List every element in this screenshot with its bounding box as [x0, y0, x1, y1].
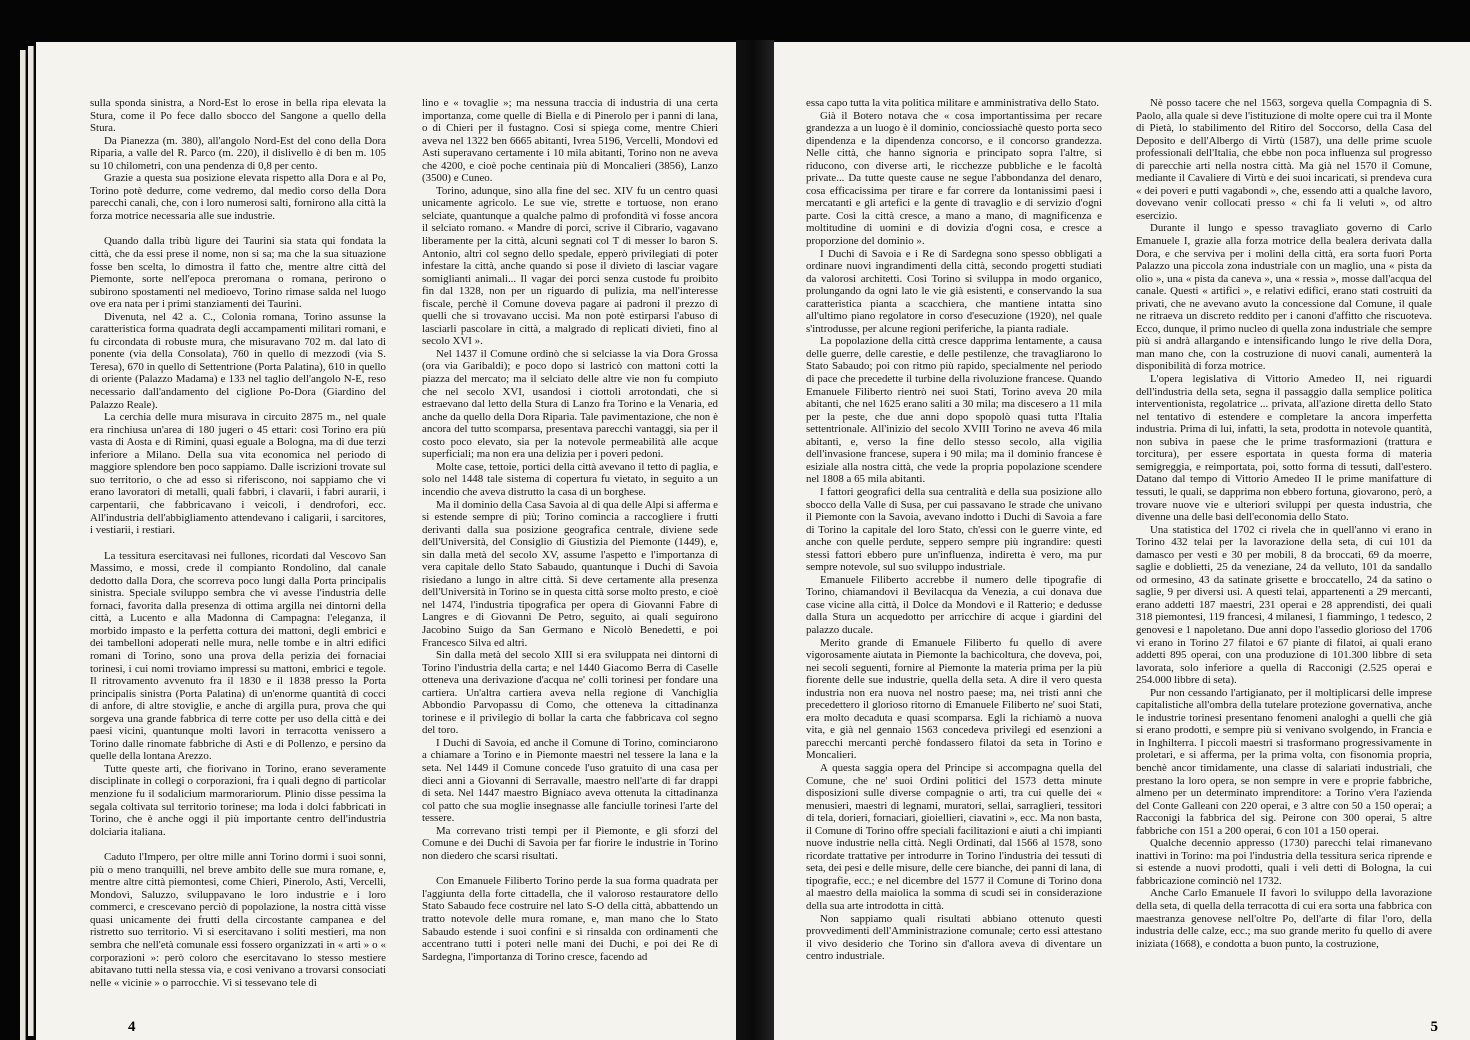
paragraph: Merito grande di Emanuele Filiberto fu quello di avere vigorosamente aiutata in Piemonte la bachicoltura, che doveva, poi, nei secoli seguenti, fornire al Piemonte la materia prima per la più fiorente delle sue industrie, quella della seta. A dire il vero questa industria non era nuova nel nostro paese; ma, nei tristi anni che precedettero il glorioso ritorno di Emanuele Filiberto ne' suoi Stati, era molto decaduta e quasi scomparsa. Egli la richiamò a nuova vita, e già nel gennaio 1563 concedeva privilegi ed esenzioni a parecchi mercanti perchè fondassero filatoi da seta in Torino e Moncalieri. [806, 636, 1102, 762]
paragraph: La tessitura esercitavasi nei fullones, ricordati dal Vescovo San Massimo, e mossi, crede il compianto Rondolino, dal canale dedotto dalla Dora, che scorreva poco lungi dalla Porta principalis sinistra. Speciale sviluppo sembra che vi avesse l'industria delle fornaci, favorita dalla presenza di ottima argilla nei dintorni della città, a Lucento e alla Madonna di Campagna: l'eleganza, il morbido impasto e la perfetta cottura dei mattoni, degli embrici e dei tambelloni adoperati nelle mura, nelle tombe e in altri edifici romani di Torino, sono una prova della perizia dei fornaciai torinesi, i cui nomi troviamo impressi su mattoni, embrici e tegole. Il ritrovamento avvenuto fra il 1830 e il 1838 presso la Porta principalis sinistra (Porta Palatina) di un'enorme quantità di cocci di anfore, di altre stoviglie, e anche di argilla pura, prova che qui sorgeva una grande fabbrica di terre cotte per uso della città e dei paesi vicini, quantunque molti lavori in terracotta venissero a Torino dalle rinomate fabbriche di Asti e di Pollenzo, e persino da quelle della lontana Arezzo. [90, 549, 386, 763]
paragraph: Nel 1437 il Comune ordinò che si selciasse la via Dora Grossa (ora via Garibaldi); e poco dopo si lastricò con mattoni cotti la piazza del mercato; ma il selciato delle altre vie non fu compiuto che nel secolo XVI, usandosi i ciottoli arrotondati, che si estraevano dal letto della Stura di Lanzo fra Torino e la Venaria, ed anche da quello della Dora Riparia. Tale pavimentazione, che non è ancora del tutto scomparsa, presentava parecchi vantaggi, sia per il costo poco elevato, sia per la notevole permeabilità alle acque superficiali; ma non era una delizia per i poveri pedoni. [422, 347, 718, 461]
left-book-edge [20, 50, 26, 1040]
paragraph: Durante il lungo e spesso travagliato governo di Carlo Emanuele I, grazie alla forza motrice della bealera derivata dalla Dora, e che serviva per i molini della città, era sorta fuori Porta Palazzo una piccola zona industriale con un maglio, una « pista da olio », una « pista da caneva », una « ressia », mosse dall'acqua del canale. Questi « artifici », e relativi edifici, erano stati costruiti da privati, che ne avevano avuto la concessione dal Comune, il quale ne ritraeva un discreto reddito per i canoni d'affitto che riscuoteva. Ecco, dunque, il primo nucleo di quella zona industriale che sempre più si andrà allargando e intensificando lungo le rive della Dora, man mano che, con la costruzione di nuovi canali, aumenterà la disponibilità di forza motrice. [1136, 222, 1432, 373]
paragraph: Ma il dominio della Casa Savoia al di qua delle Alpi si afferma e si estende sempre di più; Torino comincia a raccogliere i frutti derivanti dalla sua posizione geografica centrale, diviene sede dell'Università, del Consiglio di Giustizia del Piemonte (1449), e, sin dalla metà del secolo XV, assume l'aspetto e l'importanza di vera capitale dello Stato Sabaudo, quantunque i Duchi di Savoia risiedano a lungo in altre città. Si deve certamente alla presenza dell'Università in Torino se in questa città sorse molto presto, e cioè nel 1474, l'industria tipografica per opera di Giovanni Fabre di Langres e di Giovanni De Petro, seguito, ai quali seguirono Jacobino Suigo da San Germano e Nicolò Benedetti, e poi Francesco Silva ed altri. [422, 498, 718, 649]
paragraph: Divenuta, nel 42 a. C., Colonia romana, Torino assunse la caratteristica forma quadrata degli accampamenti militari romani, e fu circondata di robuste mura, che misuravano 702 m. dal lato di ponente (via della Consolata), 760 in quello di mezzodì (via S. Teresa), 670 in quello di Settentrione (Porta Palatina), 610 in quello di oriente (Palazzo Madama) e 133 nel taglio dell'angolo N-E, reso necessario dall'andamento del ciglione Po-Dora (Giardino del Palazzo Reale). [90, 310, 386, 411]
paragraph: Non sappiamo quali risultati abbiano ottenuto questi provvedimenti dell'Amministrazione comunale; certo essi attestano il vivo desiderio che Torino sin d'allora aveva di diventare un centro industriale. [806, 912, 1102, 963]
paragraph: A questa saggia opera del Principe si accompagna quella del Comune, che ne' suoi Ordini politici del 1573 detta minute disposizioni sulle diverse compagnie o arti, tra cui quelle dei « menusieri, maestri di legnami, muratori, sellai, sarraglieri, tessitori di tela, dorieri, fornaciari, gioiellieri, ciavatini », ecc. Ma non basta, il Comune di Torino offre speciali facilitazioni e aiuti a chi impianti nuove industrie nella città. Negli Ordinati, dal 1566 al 1578, sono ricordate trattative per introdurre in Torino l'industria dei tessuti di seta, dei pesi e delle misure, delle cere bianche, dei panni di lana, di tipografie, ecc.; e nel dicembre del 1577 il Comune di Torino dona al maestro della maiolica la somma di scudi sei in considerazione della sua arte introdotta in città. [806, 761, 1102, 912]
left-page-column-1 [90, 97, 386, 989]
paragraph: Una statistica del 1702 ci rivela che in quell'anno vi erano in Torino 432 telai per la lavorazione della seta, di cui 101 da damasco per vesti e 30 per mobili, 8 da broccati, 69 da moerre, saglie e doblietti, 25 da veneziane, 24 da velluto, 101 da sandallo od ormesino, 43 da satinate grisette e broccatello, 24 da satino o saglie, 9 per diversi usi. A questi telai, appartenenti a 29 mercanti, erano addetti 187 maestri, 231 operai e 28 apprendisti, dei quali 318 piemontesi, 119 francesi, 4 milanesi, 1 fiammingo, 1 tedesco, 2 genovesi e 1 napoletano. Due anni dopo l'assedio glorioso del 1706 vi erano in Torino 27 filatoi e 67 piante di filatoi, ai quali erano addetti 895 operai, con una produzione di 101.300 libbre di seta lavorata, solo inferiore a quella di Racconigi (2.525 operai e 254.000 libbre di seta). [1136, 523, 1432, 687]
paragraph: Grazie a questa sua posizione elevata rispetto alla Dora e al Po, Torino potè dedurre, come vedremo, dal medio corso della Dora parecchi canali, che, con i loro numerosi salti, fornirono alla città la forza motrice necessaria alle sue industrie. [90, 172, 386, 222]
paragraph: Già il Botero notava che « cosa importantissima per recare grandezza a un luogo è il dominio, conciossiachè questo porta seco dipendenza e la dipendenza concorso, e il concorso grandezza. Nelle città, che hanno signoria e principato sopra l'altre, si riducono, con diverse arti, le ricchezze pubbliche e le facoltà private... Da tutte queste cause ne segue l'abbondanza del denaro, cosa efficacissima per tirare e far correre da lontanissimi paesi i mercatanti e gli artefici e la gente di travaglio e di servizio d'ogni parte. Così la città cresce, a mano a mano, di magnificenza e moltitudine di uomini e di dovizia d'ogni cosa, e cresce a proporzione del dominio ». [806, 109, 1102, 248]
left-page-number: 4 [128, 1019, 136, 1035]
paragraph: La cerchia delle mura misurava in circuito 2875 m., nel quale era rinchiusa un'area di 180 jugeri o 45 ettari: così Torino era più vasta di Aosta e di Rimini, quasi eguale a Bologna, ma di due terzi inferiore a Milano. Della sua vita economica nel periodo di maggiore splendore ben poco sappiamo. Dalle iscrizioni trovate sul suo territorio, o che ad esso si riferiscono, noi sappiamo che vi erano lavoratori di metalli, quali fabbri, i clavarii, i fabri aurarii, i carpentarii, che fabbricavano i veicoli, i dendrofori, ecc. All'industria dell'abbigliamento attendevano i caligarii, i sarcitores, i vestiarii, i restiari. [90, 411, 386, 537]
paragraph: Qualche decennio appresso (1730) parecchi telai rimanevano inattivi in Torino: ma poi l'industria della tessitura serica riprende e si estende a nuovi prodotti, quali i veli detti di Bologna, la cui fabbricazione cominciò nel 1732. [1136, 837, 1432, 887]
paragraph: Emanuele Filiberto accrebbe il numero delle tipografie di Torino, chiamandovi il Bevilacqua da Venezia, a cui donava due case vicine alla città, il Dolce da Mondovì e il Ratterio; e dedusse dalla Stura un acquedotto per arricchire di acque i giardini del palazzo ducale. [806, 573, 1102, 636]
right-page-column-2 [1136, 97, 1432, 950]
paragraph: Con Emanuele Filiberto Torino perde la sua forma quadrata per l'aggiunta della forte cittadella, che il valoroso restauratore dello Stato Sabaudo fece costruire nel lato S-O della città, abbattendo un tratto notevole delle mura romane, e, man mano che lo Stato Sabaudo estende i suoi confini e si rinsalda con ordinamenti che accentrano tutti i poteri nelle mani dei Duchi, e poi dei Re di Sardegna, l'importanza di Torino cresce, facendo ad [422, 875, 718, 963]
right-page-number: 5 [1430, 1019, 1438, 1035]
paragraph: I Duchi di Savoia, ed anche il Comune di Torino, cominciarono a chiamare a Torino e in Piemonte maestri nel tessere la lana e la seta. Nel 1449 il Comune concede l'uso gratuito di una casa per dieci anni a Giovanni di Serravalle, maestro nell'arte di far drappi di seta. Nel 1447 maestro Bigniaco aveva ottenuta la cittadinanza col patto che sua moglie insegnasse alle fanciulle torinesi l'arte del tessere. [422, 736, 718, 825]
right-page [774, 42, 1470, 1040]
paragraph: Da Pianezza (m. 380), all'angolo Nord-Est del cono della Dora Riparia, a valle del R. Parco (m. 220), il dislivello è di ben m. 105 su 10 chilometri, con una pendenza di 0,8 per cento. [90, 134, 386, 172]
paragraph: I fattori geografici della sua centralità e della sua posizione allo sbocco della Valle di Susa, per cui passavano le strade che univano il Piemonte con la Savoia, avevano indotto i Duchi di Savoia a fare di Torino la capitale del loro Stato, ch'essi con le guerre vinte, ed anche con quelle perdute, seppero sempre più ingrandire: questi stessi fattori ebbero pure un'influenza, indiretta è vero, ma pur sempre notevole, sul suo sviluppo industriale. [806, 485, 1102, 574]
paragraph: Tutte queste arti, che fiorivano in Torino, erano severamente disciplinate in collegi o corporazioni, fra i quali degno di particolar menzione fu il sodalicium marmorariorum. Plinio disse pessima la segala coltivata sul territorio torinese; ma loda i dolci fabbricati in Torino, che è anche oggi il più importante centro dell'industria dolciaria italiana. [90, 762, 386, 838]
left-book-edge-2 [28, 46, 34, 1036]
paragraph: L'opera legislativa di Vittorio Amedeo II, nei riguardi dell'industria della seta, segna il passaggio dalla semplice politica interventionista, regolatrice ... privata, all'azione diretta dello Stato nel tentativo di estendere e completare la ancora imperfetta industria. Prima di lui, infatti, la seta, prodotta in notevole quantità, non subiva in paese che le prime trasformazioni (trattura e torcitura), per essere esportata in questa forma di materia semigreggia, e reimportata, poi, sotto forma di tessuti, dall'estero. Datano dal tempo di Vittorio Amedeo II le prime manifatture di tessuti, le quali, se dapprima non ebbero fortuna, giovarono, però, a trovare nuove vie e ulteriori sviluppi per questa industria, che divenne una delle basi dell'economia dello Stato. [1136, 373, 1432, 524]
paragraph: I Duchi di Savoia e i Re di Sardegna sono spesso obbligati a ordinare nuovi ingrandimenti della città, secondo progetti studiati da valorosi architetti. Così Torino si sviluppa in modo organico, prolungando da ogni lato le vie già esistenti, e conservando la sua caratteristica pianta a scacchiera, che mantiene intatta sino all'ultimo piano regolatore in corso d'esecuzione (1920), nel quale s'introdusse, per alcune regioni periferiche, la pianta radiale. [806, 247, 1102, 335]
paragraph: sulla sponda sinistra, a Nord-Est lo erose in bella ripa elevata la Stura, come il Po fece dallo sbocco del Sangone a quello della Stura. [90, 97, 386, 135]
paragraph: Anche Carlo Emanuele II favorì lo sviluppo della lavorazione della seta, di quella della terracotta di cui era sorta una fabbrica con maestranza genovese nell'oltre Po, dell'arte di filar l'oro, della industria delle calze, ecc.; ma suo grande merito fu quello di avere iniziata (1668), e condotta a buon punto, la costruzione, [1136, 887, 1432, 950]
paragraph: Molte case, tettoie, portici della città avevano il tetto di paglia, e solo nel 1448 tale sistema di copertura fu vietato, in seguito a un incendio che aveva distrutto la casa di un borghese. [422, 460, 718, 498]
paragraph: Sin dalla metà del secolo XIII si era sviluppata nei dintorni di Torino l'industria della carta; e nel 1440 Giacomo Berra di Caselle otteneva una derivazione d'acqua ne' colli torinesi per fondare una cartiera. Un'altra cartiera aveva nella regione di Vanchiglia Abbondio Parvopassu di Como, che otteneva la cittadinanza torinese e il privilegio di bollar la carta che fabbricava col segno del toro. [422, 649, 718, 737]
paragraph: Quando dalla tribù ligure dei Taurini sia stata qui fondata la città, che da essi prese il nome, non si sa; ma che la sua situazione fosse ben scelta, lo dimostra il fatto che, mentre altre città del Piemonte, sorte nell'epoca preromana o romana, perirono o subirono spostamenti nel medioevo, Torino rimase salda nel luogo ove era nata per i primi stanziamenti dei Taurini. [90, 235, 386, 311]
paragraph: Pur non cessando l'artigianato, per il moltiplicarsi delle imprese capitalistiche all'ombra della tutelare protezione governativa, anche le industrie torinesi presentano fenomeni analoghi a quelli che già si erano prodotti, e sempre più si venivano svolgendo, in Francia e in Inghilterra. I piccoli maestri si trasformano progressivamente in proletari, e si afferma, per la prima volta, con fisonomia propria, benchè ancor timidamente, una classe di salariati industriali, che prestano la loro opera, se non sempre in vere e proprie fabbriche, almeno per un determinato imprenditore: a Torino v'era l'azienda del Conte Galleani con 220 operai, e 3 altre con 50 a 150 operai; a Racconigi la fabbrica del sig. Peirone con 300 operai, 5 altre fabbriche con 151 a 200 operai, 6 con 101 a 150 operai. [1136, 686, 1432, 837]
book-gutter [736, 40, 774, 1040]
paragraph: La popolazione della città cresce dapprima lentamente, a causa delle guerre, delle carestie, e delle pestilenze, che travagliarono lo Stato Sabaudo; poi con ritmo più rapido, specialmente nel periodo di pace che precedette il turbine della rivoluzione francese. Quando Emanuele Filiberto rientrò nei suoi Stati, Torino aveva 20 mila abitanti, che nel 1625 erano saliti a 30 mila; ma discesero a 11 mila per la peste, che due anni dopo spopolò quasi tutta l'Italia settentrionale. All'inizio del secolo XVIII Torino ne aveva 46 mila abitanti, e, verso la fine dello stesso secolo, alla vigilia dell'invasione francese, supera i 90 mila; ma il dominio francese è esiziale alla nostra città, che vede la propria popolazione scendere nel 1808 a 65 mila abitanti. [806, 335, 1102, 486]
paragraph: Ma correvano tristi tempi per il Piemonte, e gli sforzi del Comune e dei Duchi di Savoia per far fiorire le industrie in Torino non diedero che scarsi risultati. [422, 824, 718, 862]
paragraph: Nè posso tacere che nel 1563, sorgeva quella Compagnia di S. Paolo, alla quale si deve l'istituzione di molte opere cui tra il Monte di Pietà, lo stabilimento del Ritiro del Soccorso, della Casa del Deposito e dell'Albergo di Virtù (1587), una delle prime scuole professionali dell'Italia, che ebbe non poca influenza sul progresso di parecchie arti nella nostra città. Ma già nel 1570 il Comune, mediante il Cavaliere di Virtù e dei suoi incaricati, si prendeva cura « dei poveri e putti vagabondi », che, essendo atti a qualche lavoro, dovevano venir collocati presso « chi fa li veluti », od altro esercizio. [1136, 97, 1432, 222]
paragraph: lino e « tovaglie »; ma nessuna traccia di industria di una certa importanza, come quelle di Biella e di Pinerolo per i panni di lana, o di Chieri per il fustagno. Così si spiega come, mentre Chieri aveva nel 1322 ben 6665 abitanti, Ivrea 5196, Vercelli, Mondovì ed Asti superavano certamente i 10 mila abitanti, Torino non ne aveva che 4200, e cioè poche centinaia più di Moncalieri (3856), Lanzo (3500) e Cuneo. [422, 97, 718, 185]
left-page-column-2 [422, 97, 718, 963]
paragraph: Torino, adunque, sino alla fine del sec. XIV fu un centro quasi unicamente agricolo. Le sue vie, strette e tortuose, non erano selciate, quantunque a qualche palmo di profondità vi fosse ancora il selciato romano. « Mandre di porci, scrive il Cibrario, vagavano liberamente per la città, alcuni segnati col T di messer lo baron S. Antonio, altri col segno dello spedale, epperò privilegiati di poter infestare la città, anche quando si pose il divieto di lasciar vagare somiglianti animali... Il vagar dei porci senza custode fu proibito fin dal 1328, non per un riguardo di pulizia, ma nell'interesse fiscale, perchè il Comune doveva pagare ai padroni il prezzo di quelli che si trovavano uccisi. Ma non potè estirparsi l'abuso di lasciarli pascolare in città, a malgrado di replicati divieti, fino al secolo XVI ». [422, 184, 718, 348]
left-page [36, 42, 736, 1040]
right-page-column-1 [806, 97, 1102, 963]
paragraph: Caduto l'Impero, per oltre mille anni Torino dormì i suoi sonni, più o meno tranquilli, nel breve ambito delle sue mura romane, e, mentre altre città piemontesi, come Chieri, Pinerolo, Asti, Vercelli, Mondovì, Saluzzo, sviluppavano le loro industrie e i loro commerci, e crescevano perciò di popolazione, la nostra città visse quasi unicamente dei frutti della circostante campanea e del ristretto suo territorio. Vi si esercitavano i soliti mestieri, ma non sembra che nell'età comunale essi fossero organizzati in « arti » o « corporazioni »: però coloro che esercitavano lo stesso mestiere abitavano tutti nella stessa via, e così venivano a trovarsi consociati nelle « vicinie » o parrocchie. Vi si tessevano tele di [90, 851, 386, 989]
paragraph: essa capo tutta la vita politica militare e amministrativa dello Stato. [806, 97, 1100, 109]
